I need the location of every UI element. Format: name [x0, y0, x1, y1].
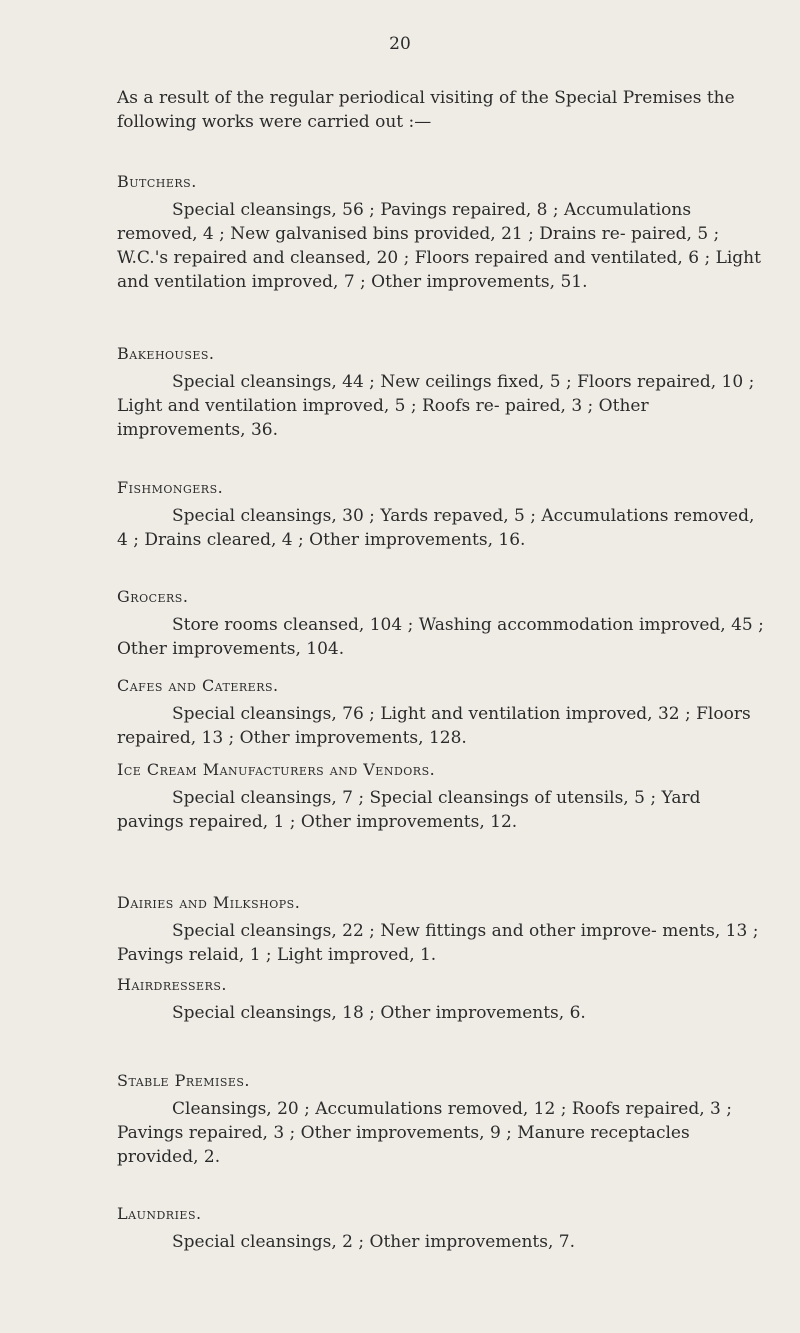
page-number: 20: [389, 34, 411, 54]
section-body: Cleansings, 20 ; Accumulations removed, 12 ; Roofs repaired, 3 ; Pavings repaired, 3 ; Other improvements, 9 ; Manure receptacles provided, 2.: [117, 1099, 732, 1167]
section-laundries: [117, 1204, 767, 1254]
section-body: Special cleansings, 44 ; New ceilings fixed, 5 ; Floors repaired, 10 ; Light and ventilation improved, 5 ; Roofs re- paired, 3 ; Other improvements, 36.: [117, 372, 755, 440]
section-heading: Cafes and Caterers.: [117, 676, 279, 695]
section-stable-premises: [117, 1071, 767, 1169]
section-body: Special cleansings, 7 ; Special cleansings of utensils, 5 ; Yard pavings repaired, 1 ; Other improvements, 12.: [117, 788, 701, 832]
section-heading: Grocers.: [117, 587, 189, 606]
section-heading: Ice Cream Manufacturers and Vendors.: [117, 760, 436, 779]
section-heading: Dairies and Milkshops.: [117, 893, 301, 912]
section-body: Special cleansings, 56 ; Pavings repaired, 8 ; Accumulations removed, 4 ; New galvanised bins provided, 21 ; Drains re- paired, 5 ; W.C.'s repaired and cleansed, 20 ; Floors repaired and ventilated, 6 ; Light and ventilation improved, 7 ; Other improvements, 51.: [117, 200, 761, 292]
section-grocers: [117, 587, 767, 661]
section-body: Special cleansings, 30 ; Yards repaved, 5 ; Accumulations removed, 4 ; Drains cleared, 4 ; Other improvements, 16.: [117, 506, 755, 550]
intro-paragraph: As a result of the regular periodical visiting of the Special Premises the following works were carried out :—: [117, 88, 735, 132]
section-bakehouses: [117, 344, 767, 442]
section-fishmongers: [117, 478, 767, 552]
section-body: Special cleansings, 76 ; Light and ventilation improved, 32 ; Floors repaired, 13 ; Other improvements, 128.: [117, 704, 751, 748]
section-hairdressers: [117, 975, 767, 1025]
section-heading: Bakehouses.: [117, 344, 215, 363]
section-dairies-and-milkshops: [117, 893, 767, 967]
section-cafes-and-caterers: [117, 676, 767, 750]
section-heading: Hairdressers.: [117, 975, 227, 994]
section-heading: Stable Premises.: [117, 1071, 251, 1090]
section-heading: Fishmongers.: [117, 478, 224, 497]
section-body: Special cleansings, 18 ; Other improvements, 6.: [172, 1003, 586, 1023]
section-ice-cream: [117, 760, 767, 834]
section-butchers: [117, 172, 767, 294]
section-body: Special cleansings, 22 ; New fittings and other improve- ments, 13 ; Pavings relaid, 1 ; Light improved, 1.: [117, 921, 759, 965]
section-body: Store rooms cleansed, 104 ; Washing accommodation improved, 45 ; Other improvements, 104.: [117, 615, 764, 659]
section-body: Special cleansings, 2 ; Other improvements, 7.: [172, 1232, 575, 1252]
section-heading: Butchers.: [117, 172, 197, 191]
section-heading: Laundries.: [117, 1204, 202, 1223]
